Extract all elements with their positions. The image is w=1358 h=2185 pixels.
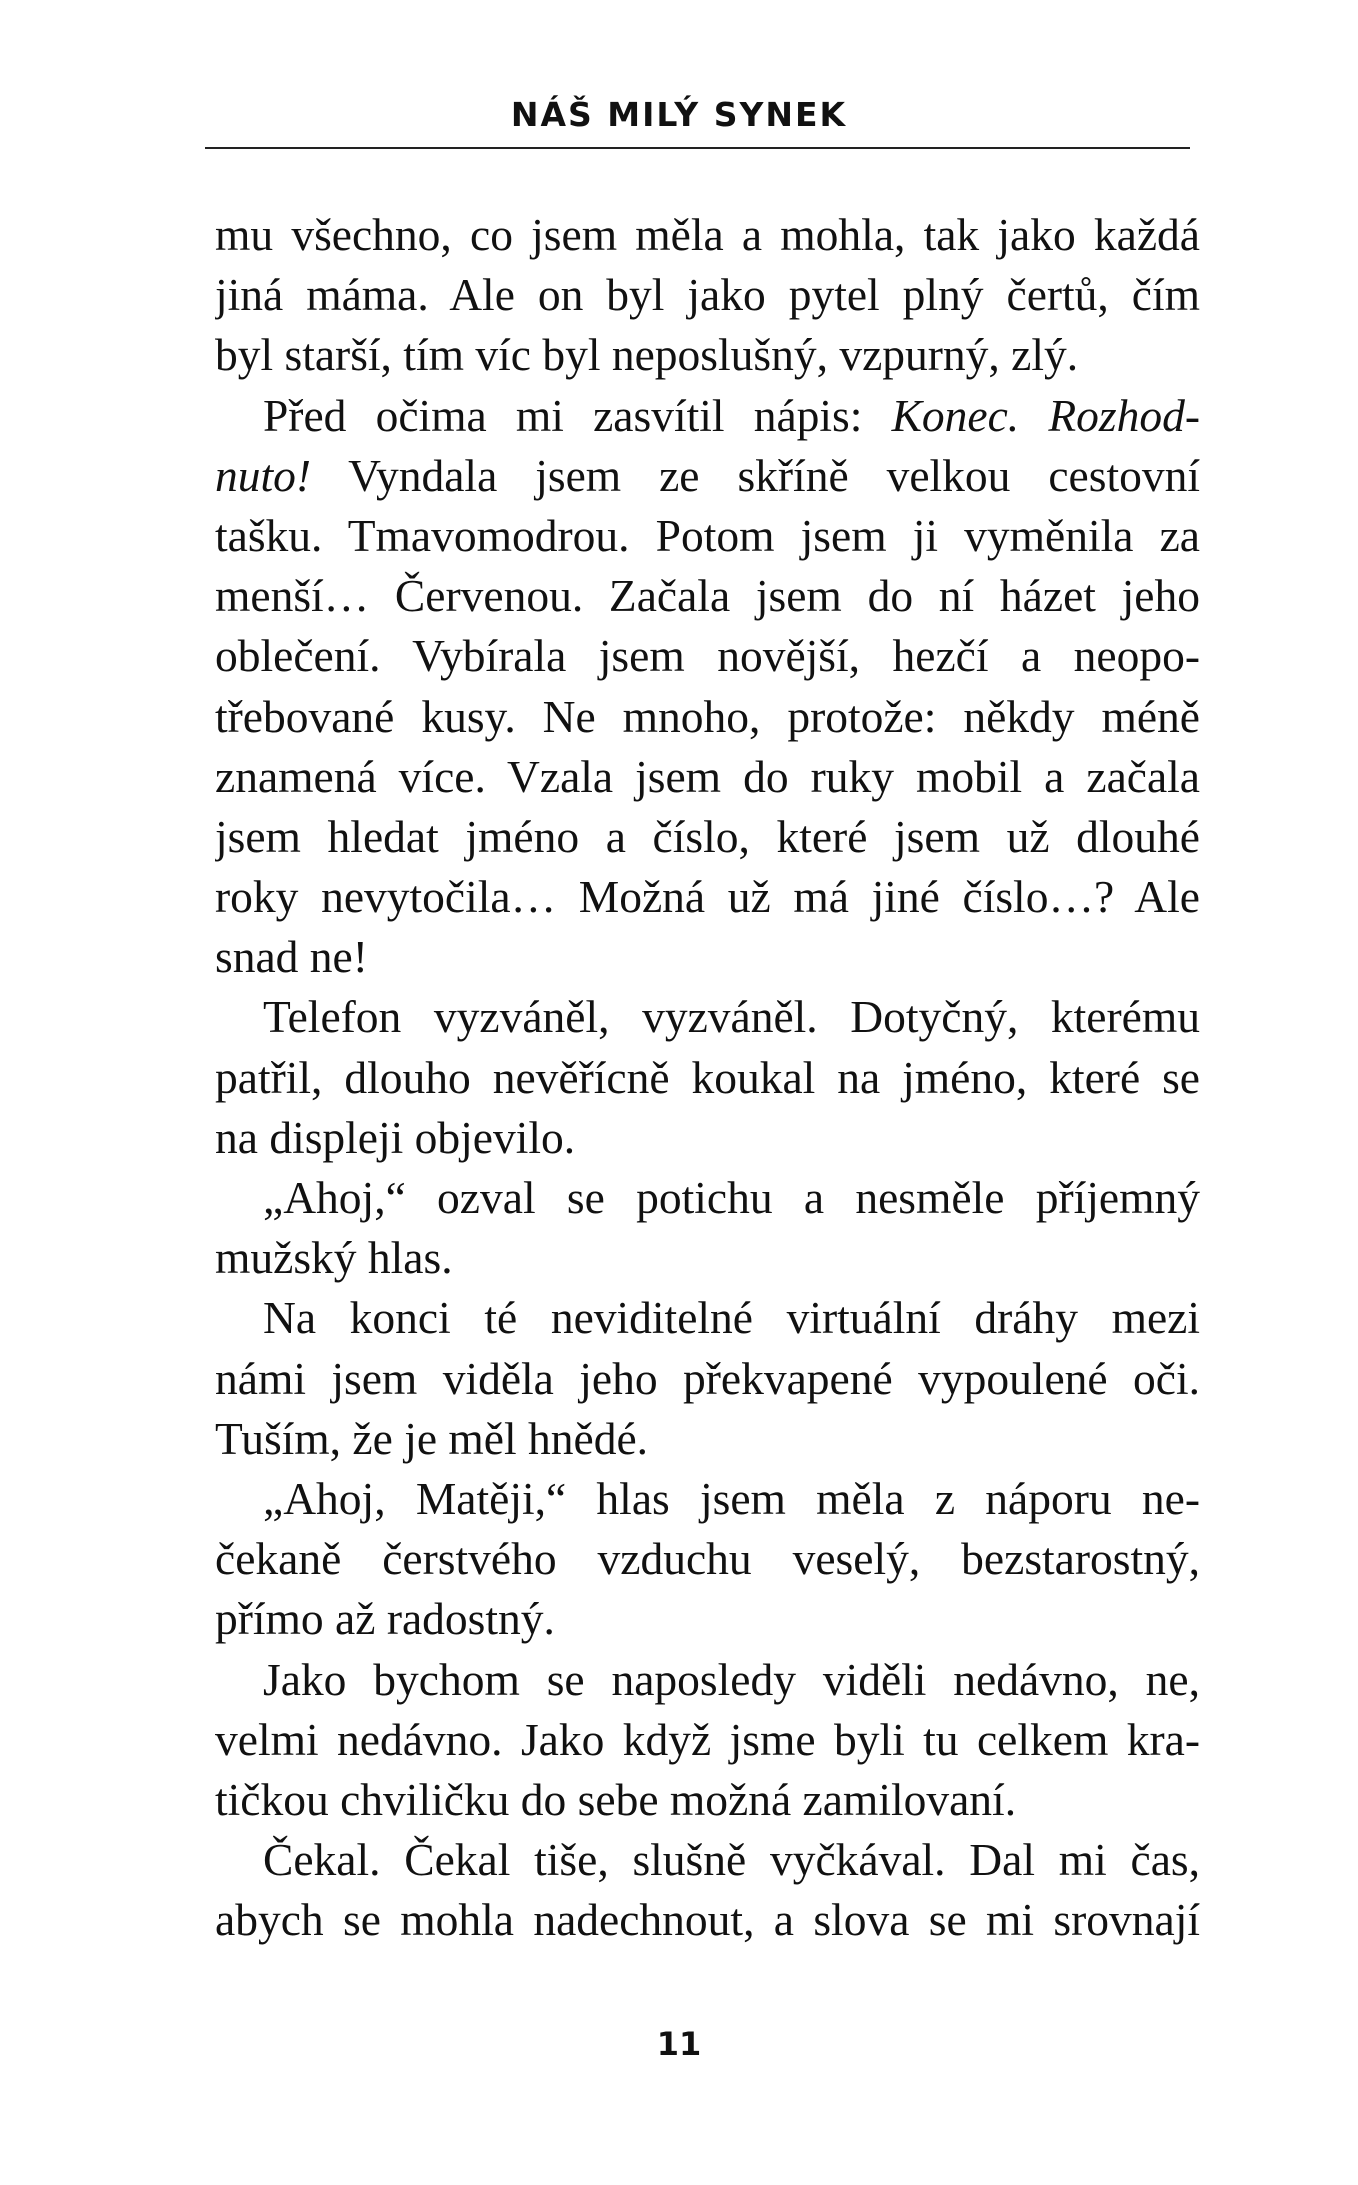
text-line: na displeji objevilo. [215,1111,576,1163]
text-line: Čekal. Čekal tiše, slušně vyčkával. Dal mi čas, [263,1834,1200,1886]
text-segment: Vyndala jsem ze skříně velkou cestovní [311,449,1200,501]
text-line: Na konci té neviditelné virtuální dráhy mezi [263,1292,1200,1344]
running-header: NÁŠ MILÝ SYNEK [510,95,848,134]
text-line: patřil, dlouho nevěřícně koukal na jméno, které se [215,1051,1200,1103]
text-line: menší… Červenou. Začala jsem do ní házet jeho [215,570,1200,622]
page-number: 11 [656,2025,702,2063]
text-line: čekaně čerstvého vzduchu veselý, bezstarostný, [215,1533,1200,1585]
text-line: tičkou chviličku do sebe možná zamilovaní. [215,1773,1017,1825]
text-line: byl starší, tím víc byl neposlušný, vzpurný, zlý. [215,329,1079,381]
text-line: snad ne! [215,931,368,983]
italic-segment: nuto! [215,449,312,501]
text-line: mužský hlas. [215,1232,453,1284]
header-rule [205,147,1190,149]
italic-segment: Konec. Rozhod- [891,389,1200,441]
text-line: jiná máma. Ale on byl jako pytel plný čertů, čím [215,269,1200,321]
text-line: „Ahoj,“ ozval se potichu a nesměle příjemný [263,1172,1200,1223]
text-line: Tuším, že je měl hnědé. [215,1412,649,1464]
text-line: Telefon vyzváněl, vyzváněl. Dotyčný, kterému [263,991,1200,1043]
text-line: „Ahoj, Matěji,“ hlas jsem měla z náporu ne- [263,1472,1200,1524]
text-line: námi jsem viděla jeho překvapené vypoulené oči. [215,1352,1200,1404]
text-line: přímo až radostný. [215,1593,555,1645]
text-line: velmi nedávno. Jako když jsme byli tu celkem kra- [215,1713,1200,1765]
text-line [215,386,1200,446]
text-line: mu všechno, co jsem měla a mohla, tak jako každá [215,209,1200,260]
text-line: třebované kusy. Ne mnoho, protože: někdy méně [215,690,1200,742]
text-line: jsem hledat jméno a číslo, které jsem už dlouhé [215,810,1200,862]
body-text [215,205,1200,1950]
text-line: abych se mohla nadechnout, a slova se mi srovnají [215,1894,1200,1946]
text-line: oblečení. Vybírala jsem novější, hezčí a neopo- [215,630,1200,682]
text-line: roky nevytočila… Možná už má jiné číslo…? Ale [215,871,1200,923]
text-line: Jako bychom se naposledy viděli nedávno, ne, [263,1653,1200,1705]
text-segment: Před očima mi zasvítil nápis: [263,389,892,441]
text-line: znamená více. Vzala jsem do ruky mobil a začala [215,750,1200,802]
text-line [215,446,1200,506]
text-line: tašku. Tmavomodrou. Potom jsem ji vyměnila za [215,509,1200,561]
